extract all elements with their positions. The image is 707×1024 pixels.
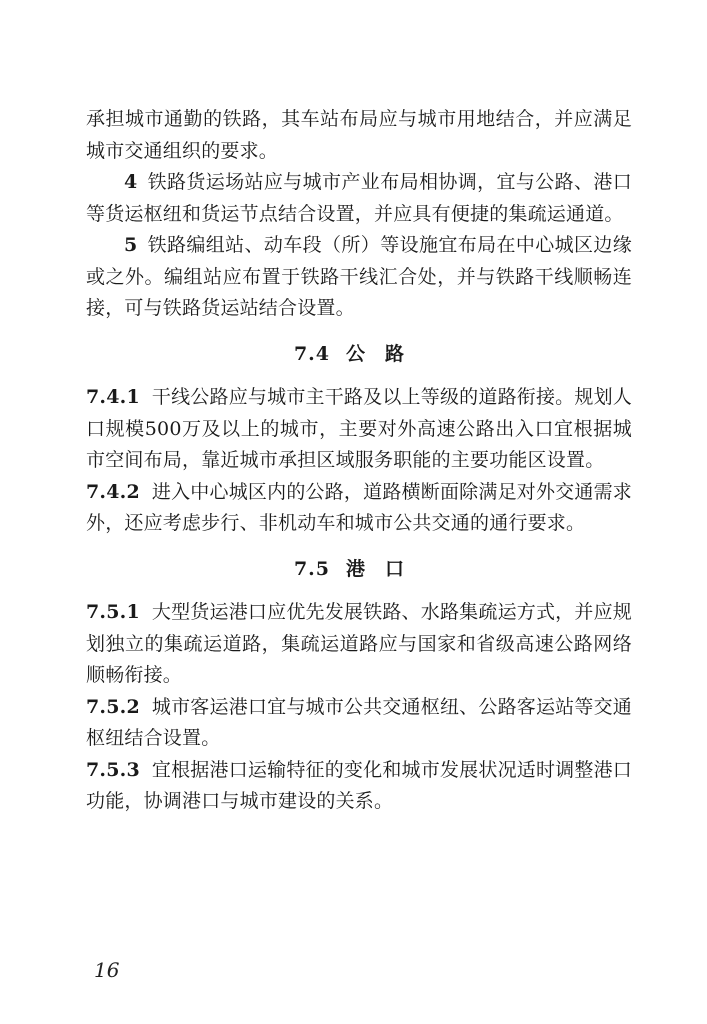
section-heading-7-5 [86,554,632,586]
item-number: 4 [124,171,138,193]
page-body [86,104,632,818]
list-item-5 [86,230,632,325]
section-title: 公路 [346,342,425,365]
clause-7-5-3 [86,755,632,818]
item-text: 铁路编组站、动车段（所）等设施宜布局在中心城区边缘或之外。编组站应布置于铁路干线汇合处，并与铁路干线顺畅连接，可与铁路货运站结合设置。 [86,234,632,319]
clause-7-4-1 [86,382,632,477]
clause-text: 干线公路应与城市主干路及以上等级的道路衔接。规划人口规模500万及以上的城市，主要对外高速公路出入口宜根据城市空间布局，靠近城市承担区域服务职能的主要功能区设置。 [86,386,632,471]
clause-text: 宜根据港口运输特征的变化和城市发展状况适时调整港口功能，协调港口与城市建设的关系。 [86,758,632,812]
clause-number: 7.5.2 [86,695,140,718]
continuation-paragraph: 承担城市通勤的铁路，其车站布局应与城市用地结合，并应满足城市交通组织的要求。 [86,108,632,162]
clause-7-4-2 [86,477,632,540]
clause-number: 7.5.3 [86,758,140,781]
clause-text: 进入中心城区内的公路，道路横断面除满足对外交通需求外，还应考虑步行、非机动车和城市公共交通的通行要求。 [86,480,632,534]
section-number: 7.5 [293,557,331,580]
clause-number: 7.4.2 [86,480,140,503]
section-title: 港口 [346,557,425,580]
clause-text: 大型货运港口应优先发展铁路、水路集疏运方式，并应规划独立的集疏运道路，集疏运道路应与国家和省级高速公路网络顺畅衔接。 [86,601,632,686]
clause-number: 7.4.1 [86,386,140,408]
page-number: 16 [94,958,120,982]
section-number: 7.4 [293,342,331,365]
item-text: 铁路货运场站应与城市产业布局相协调，宜与公路、港口等货运枢纽和货运节点结合设置，并应具有便捷的集疏运通道。 [86,171,632,225]
clause-7-5-2 [86,692,632,755]
item-number: 5 [124,234,138,256]
section-heading-7-4 [86,339,632,371]
clause-text: 城市客运港口宜与城市公共交通枢纽、公路客运站等交通枢纽结合设置。 [86,695,632,749]
clause-number: 7.5.1 [86,601,140,623]
clause-7-5-1 [86,597,632,692]
list-item-4 [86,167,632,230]
